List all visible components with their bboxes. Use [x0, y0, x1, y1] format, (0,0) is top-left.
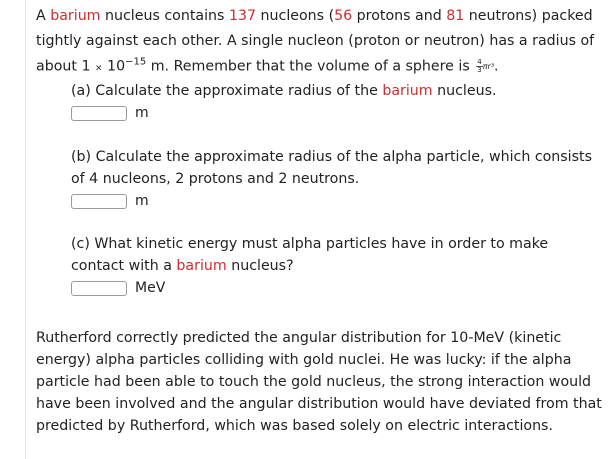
element-name: barium [50, 8, 101, 24]
intro-text: 10 [102, 58, 126, 75]
question-text: nucleus? [226, 258, 294, 274]
answer-row [71, 277, 601, 299]
part-a-question [71, 80, 601, 102]
pi-r-cubed: πr³ [482, 62, 495, 71]
problem-statement [36, 4, 608, 82]
intro-text: protons and [352, 8, 447, 24]
nucleon-count: 137 [228, 8, 257, 24]
neutron-count: 81 [446, 8, 465, 24]
element-name: barium [382, 83, 433, 99]
fraction-denominator: 3 [477, 66, 482, 74]
proton-count: 56 [334, 8, 353, 24]
part-c [71, 233, 601, 299]
intro-text: m. Remember that the volume of a sphere is [146, 58, 475, 75]
exponent: −15 [125, 56, 147, 68]
unit-label: MeV [135, 280, 166, 296]
rutherford-note: Rutherford correctly predicted the angular distribution for 10-MeV (kinetic energy) alpha particles colliding with gold nuclei. He was lucky: if the alpha particle had been able to touch the gold nucleus, the strong interaction would have been involved and the angular distribution would have deviated from that predicted by Rutherford, which was based solely on electric interactions. [36, 330, 602, 434]
intro-text: nucleons ( [256, 8, 335, 24]
intro-text: A [36, 8, 51, 24]
part-b-answer-input[interactable] [71, 194, 127, 209]
unit-label: m [135, 105, 149, 121]
element-name: barium [176, 258, 227, 274]
part-b [71, 146, 601, 212]
intro-text: nucleus contains [100, 8, 229, 24]
unit-label: m [135, 193, 149, 209]
part-c-answer-input[interactable] [71, 281, 127, 296]
fraction-numerator: 4 [477, 58, 482, 66]
part-b-question: (b) Calculate the approximate radius of the alpha particle, which consists of 4 nucleons, 2 protons and 2 neutrons. [71, 149, 592, 187]
intro-text: . [494, 58, 499, 75]
part-a [71, 80, 601, 124]
question-text: (c) What kinetic energy must alpha particles have in order to make contact with a [71, 236, 549, 274]
question-text: (a) Calculate the approximate radius of the [71, 83, 383, 99]
intro-text: neutrons) packed tightly against each other. A single nucleon (proton or neutron) has a radius of about 1 [36, 8, 595, 75]
part-c-question [71, 233, 601, 277]
times-symbol: × [94, 63, 103, 74]
answer-row [71, 190, 601, 212]
question-text: nucleus. [432, 83, 497, 99]
part-a-answer-input[interactable] [71, 106, 127, 121]
answer-row [71, 102, 601, 124]
